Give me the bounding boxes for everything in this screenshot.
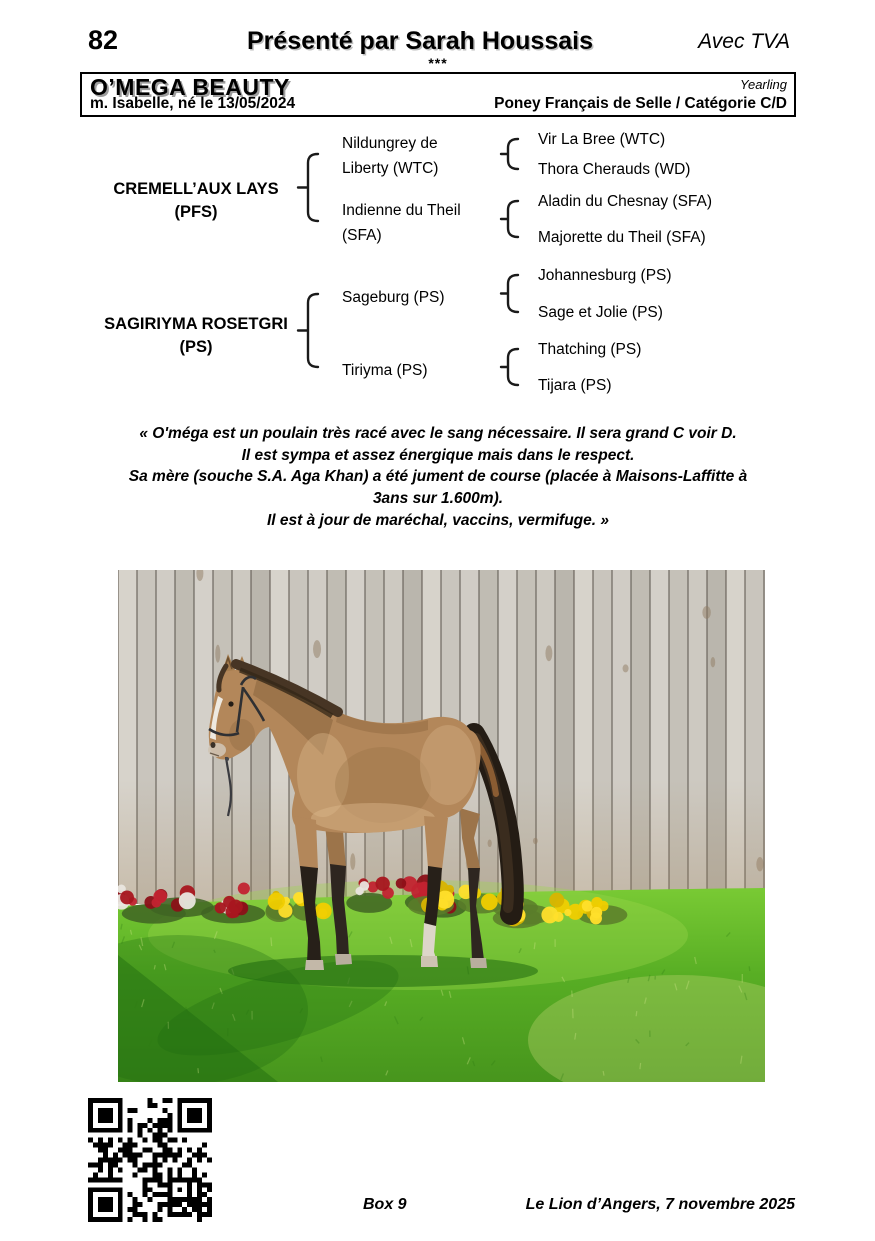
pedigree-sire-name: CREMELL’AUX LAYS <box>113 180 279 198</box>
qr-code <box>88 1098 212 1222</box>
pedigree-gen2-item <box>342 358 428 383</box>
pedigree-sire <box>80 178 312 224</box>
pedigree-gen3-item: Johannesburg (PS) <box>538 267 672 284</box>
pedigree-gen3-item: Vir La Bree (WTC) <box>538 131 666 148</box>
pedigree-name: Tiriyma (PS) <box>342 362 428 379</box>
pedigree-gen3-item: Tijara (PS) <box>538 377 612 394</box>
pedigree-dam-studbook: (PS) <box>179 338 213 356</box>
horse-name: O’MEGA BEAUTY <box>90 74 290 100</box>
pedigree-gen3-item: Majorette du Theil (SFA) <box>538 229 706 246</box>
pedigree-gen2-item <box>342 198 461 248</box>
quote-line: Il est sympa et assez énergique mais dans le respect. <box>241 446 635 464</box>
quote-line: « O'méga est un poulain très racé avec le sang nécessaire. Il sera grand C voir D. <box>139 425 737 442</box>
pedigree-name: (SFA) <box>342 227 382 244</box>
pedigree-dam-name: SAGIRIYMA ROSETGRI <box>104 315 288 333</box>
pedigree-name: Indienne du Theil <box>342 202 461 219</box>
breed-category: Poney Français de Selle / Catégorie C/D <box>494 95 787 112</box>
pedigree-gen2-item <box>342 131 438 181</box>
pedigree-gen2-item <box>342 285 445 310</box>
footer-sale-info: Le Lion d’Angers, 7 novembre 2025 <box>525 1196 795 1213</box>
pedigree-gen3-item: Thatching (PS) <box>538 341 642 358</box>
sex-birth-info: m. Isabelle, né le 13/05/2024 <box>90 95 296 112</box>
quote-line: Sa mère (souche S.A. Aga Khan) a été jument de course (placée à Maisons-Laffitte à <box>128 468 748 486</box>
horse-photo <box>118 570 765 1082</box>
footer-box-number: Box 9 <box>363 1196 407 1213</box>
pedigree-tree <box>80 125 796 415</box>
pedigree-name: Liberty (WTC) <box>342 160 439 177</box>
lot-number: 82 <box>88 25 119 55</box>
vat-note: Avec TVA <box>698 30 790 53</box>
page-title: Présenté par Sarah Houssais <box>247 27 593 55</box>
age-class: Yearling <box>740 77 787 92</box>
quote-line: Il est à jour de maréchal, vaccins, vermifuge. » <box>266 511 609 529</box>
stars-separator: *** <box>428 55 448 71</box>
pedigree-gen3-item: Sage et Jolie (PS) <box>538 304 663 321</box>
horse-info-box <box>80 72 796 117</box>
pedigree-name: Sageburg (PS) <box>342 289 445 306</box>
pedigree-gen3-item: Thora Cherauds (WD) <box>538 161 691 178</box>
pedigree-gen3-item: Aladin du Chesnay (SFA) <box>538 193 713 210</box>
pedigree-dam <box>80 313 312 359</box>
quote-line: 3ans sur 1.600m). <box>372 490 504 508</box>
pedigree-sire-studbook: (PFS) <box>174 203 218 221</box>
sale-comment <box>80 423 796 532</box>
pedigree-name: Nildungrey de <box>342 135 438 152</box>
